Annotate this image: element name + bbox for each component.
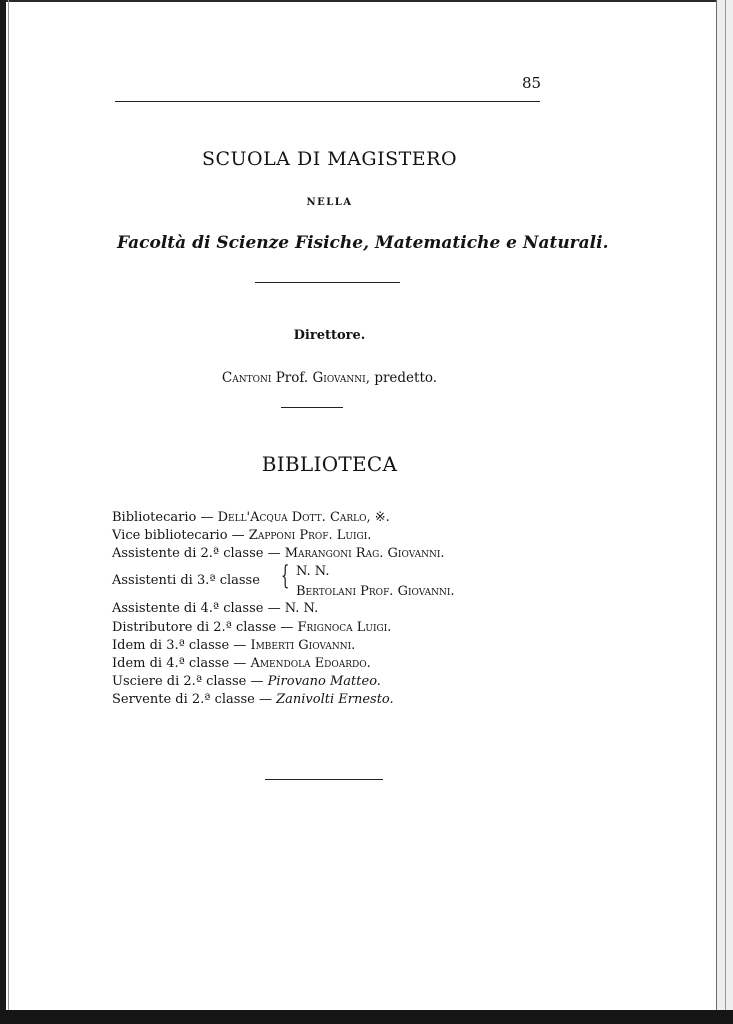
entry-name: Amendola Edoardo. bbox=[250, 656, 371, 671]
school-title: SCUOLA DI MAGISTERO bbox=[201, 148, 458, 170]
list-item bbox=[112, 510, 390, 525]
section-divider bbox=[255, 282, 400, 283]
school-connector: NELLA bbox=[306, 197, 353, 208]
page-edge-line-right bbox=[725, 0, 726, 1024]
entry-role: Assistente di 2.ª classe — bbox=[112, 546, 285, 561]
brace-icon: { bbox=[281, 561, 290, 591]
entry-name: N. N. bbox=[284, 601, 319, 616]
entry-role: Usciere di 2.ª classe — bbox=[112, 674, 268, 689]
closing-rule bbox=[265, 779, 383, 780]
list-item bbox=[112, 638, 355, 653]
director-note: , predetto. bbox=[365, 370, 438, 386]
director-name: Giovanni bbox=[312, 370, 366, 386]
entry-role: Vice bibliotecario — bbox=[112, 528, 249, 543]
director-line bbox=[117, 370, 542, 386]
director-heading: Direttore. bbox=[293, 328, 366, 343]
page-edge-line bbox=[8, 0, 9, 1024]
page-edge-left bbox=[0, 0, 6, 1024]
entry-name: Zapponi Prof. Luigi. bbox=[248, 528, 372, 543]
section-divider bbox=[281, 407, 343, 408]
entry-name: Imberti Giovanni. bbox=[250, 638, 356, 653]
entry-role: Distributore di 2.ª classe — bbox=[112, 620, 298, 635]
entry-role: Servente di 2.ª classe — bbox=[112, 692, 277, 707]
group-label: Assistenti di 3.ª classe bbox=[112, 573, 260, 588]
entry-name: Pirovano Matteo. bbox=[267, 674, 381, 689]
list-item bbox=[112, 546, 445, 561]
library-title: BIBLIOTECA bbox=[261, 452, 398, 476]
list-item bbox=[112, 656, 371, 671]
page-edge-bottom bbox=[0, 1010, 733, 1024]
list-item bbox=[112, 674, 381, 689]
entry-role: Bibliotecario — bbox=[112, 510, 218, 525]
entry-name: Zanivolti Ernesto. bbox=[276, 692, 394, 707]
group-member: Bertolani Prof. Giovanni. bbox=[296, 584, 455, 599]
director-title: Prof. bbox=[275, 370, 309, 386]
entry-role: Idem di 4.ª classe — bbox=[112, 656, 251, 671]
faculty-name: Facoltà di Scienze Fisiche, Matematiche e Naturali. bbox=[117, 233, 609, 253]
list-item bbox=[112, 620, 391, 635]
entry-name: Marangoni Rag. Giovanni. bbox=[284, 546, 445, 561]
director-surname: Cantoni bbox=[221, 370, 272, 386]
entry-name: Dell'Acqua Dott. Carlo, ※. bbox=[217, 510, 390, 525]
list-item bbox=[112, 528, 371, 543]
group-member: N. N. bbox=[296, 564, 330, 579]
page-number: 85 bbox=[522, 74, 542, 92]
entry-role: Assistente di 4.ª classe — bbox=[112, 601, 285, 616]
list-item bbox=[112, 601, 318, 616]
page-edge-top bbox=[0, 0, 733, 2]
entry-role: Idem di 3.ª classe — bbox=[112, 638, 251, 653]
list-item bbox=[112, 692, 394, 707]
entry-name: Frignoca Luigi. bbox=[297, 620, 392, 635]
header-rule bbox=[115, 101, 540, 102]
